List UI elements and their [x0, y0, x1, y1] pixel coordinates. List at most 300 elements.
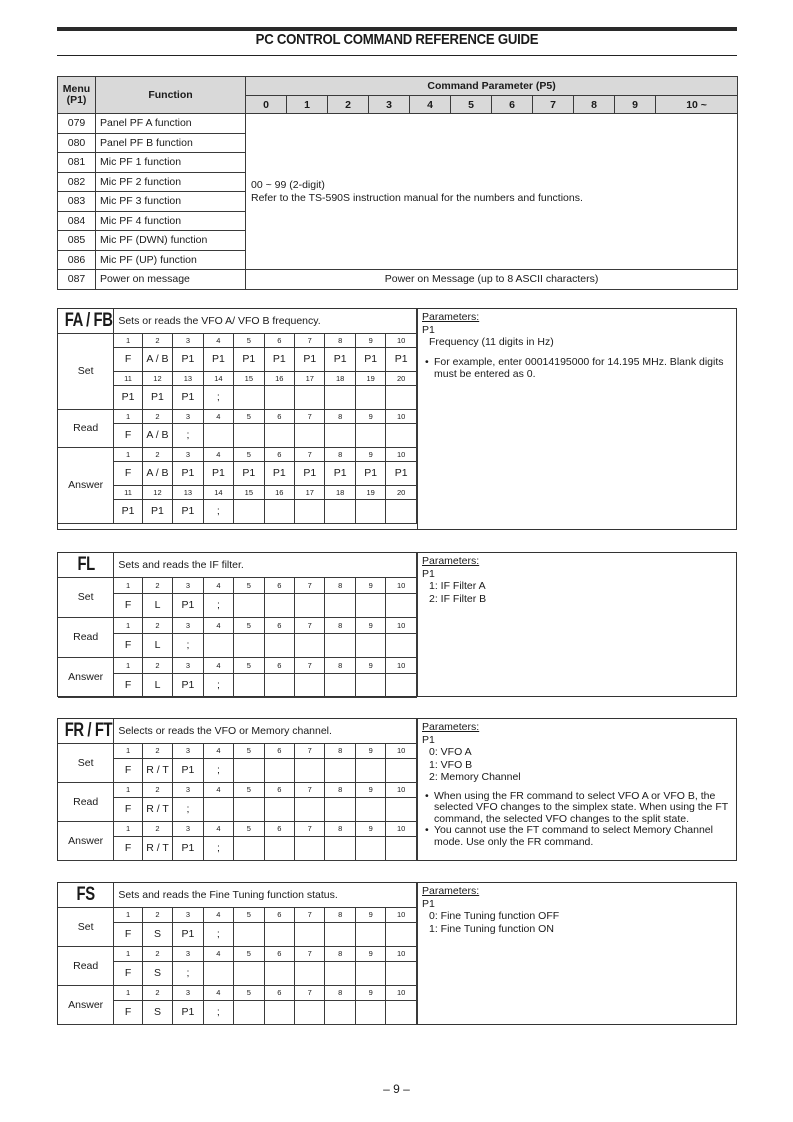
index-cell: 6	[264, 985, 294, 1000]
index-cell: 5	[234, 657, 264, 673]
value-cell	[295, 385, 325, 409]
index-row	[58, 657, 417, 673]
value-cell: P1	[173, 499, 203, 523]
index-cell: 2	[142, 617, 172, 633]
value-cell	[355, 836, 385, 860]
value-cell	[295, 797, 325, 821]
param-col: 3	[369, 96, 410, 114]
value-cell	[355, 499, 385, 523]
value-cell	[325, 836, 355, 860]
index-cell: 5	[234, 985, 264, 1000]
index-cell: 2	[142, 447, 172, 461]
index-cell: 11	[114, 485, 142, 499]
value-cell	[355, 961, 385, 985]
value-cell	[295, 593, 325, 617]
index-cell: 1	[114, 743, 142, 758]
value-cell: P1	[203, 461, 233, 485]
value-cell	[234, 673, 264, 697]
index-cell: 3	[173, 333, 203, 347]
fr-ft-parameters	[417, 719, 736, 860]
index-cell: 5	[234, 333, 264, 347]
value-cell: P1	[173, 593, 203, 617]
value-cell	[355, 633, 385, 657]
index-cell: 3	[173, 907, 203, 922]
index-cell: 2	[142, 821, 172, 836]
index-row	[58, 782, 417, 797]
index-cell: 1	[114, 821, 142, 836]
value-cell: ;	[173, 961, 203, 985]
value-cell: S	[142, 922, 172, 946]
parameter-description: Frequency (11 digits in Hz)	[429, 336, 554, 348]
value-cell	[295, 423, 325, 447]
value-cell: P1	[203, 347, 233, 371]
index-cell: 8	[325, 743, 355, 758]
index-cell: 18	[325, 485, 355, 499]
value-cell	[325, 673, 355, 697]
fa-fb-command-table	[58, 309, 417, 524]
index-cell: 4	[203, 743, 233, 758]
value-cell: P1	[295, 347, 325, 371]
parameter-note: • You cannot use the FT command to select Memory Channel mode. Use only the FR command.	[422, 825, 730, 848]
index-cell: 11	[114, 371, 142, 385]
value-cell: L	[142, 593, 172, 617]
value-cell	[234, 593, 264, 617]
value-cell	[295, 499, 325, 523]
index-cell: 3	[173, 447, 203, 461]
value-cell: P1	[173, 758, 203, 782]
index-cell: 7	[295, 577, 325, 593]
index-cell: 1	[114, 946, 142, 961]
value-cell: P1	[114, 385, 142, 409]
param-col: 10 ~	[656, 96, 738, 114]
index-cell: 19	[355, 485, 385, 499]
index-cell: 9	[355, 907, 385, 922]
value-cell	[203, 961, 233, 985]
index-cell: 6	[264, 617, 294, 633]
index-cell: 9	[355, 617, 385, 633]
value-cell	[386, 499, 417, 523]
menu-header-label: Menu	[62, 83, 91, 95]
value-cell: P1	[264, 461, 294, 485]
value-cell	[355, 385, 385, 409]
value-cell	[325, 758, 355, 782]
value-cell: P1	[173, 385, 203, 409]
menu-function: Panel PF A function	[96, 114, 246, 134]
index-cell: 2	[142, 782, 172, 797]
index-cell: 4	[203, 821, 233, 836]
value-cell: P1	[325, 461, 355, 485]
page-title: PC CONTROL COMMAND REFERENCE GUIDE	[255, 31, 539, 48]
value-cell: L	[142, 633, 172, 657]
value-cell: F	[114, 347, 142, 371]
fs-command-table	[58, 883, 417, 1025]
index-cell: 3	[173, 577, 203, 593]
value-cell	[234, 922, 264, 946]
index-cell: 7	[295, 657, 325, 673]
menu-function: Mic PF (UP) function	[96, 250, 246, 270]
value-cell	[264, 593, 294, 617]
parameter-option: 0: Fine Tuning function OFF	[429, 910, 560, 922]
index-row	[58, 409, 417, 423]
param-col: 5	[451, 96, 492, 114]
index-cell: 7	[295, 907, 325, 922]
menu-header	[58, 77, 96, 114]
value-cell: R / T	[142, 836, 172, 860]
value-cell	[234, 633, 264, 657]
value-cell	[325, 385, 355, 409]
read-label: Read	[58, 946, 114, 985]
menu-function: Mic PF 2 function	[96, 172, 246, 192]
index-cell: 4	[203, 617, 233, 633]
index-cell: 2	[142, 409, 172, 423]
index-cell: 7	[295, 782, 325, 797]
value-cell: R / T	[142, 758, 172, 782]
value-cell: A / B	[142, 461, 172, 485]
value-cell	[264, 1000, 294, 1024]
parameter-option: 2: Memory Channel	[429, 771, 521, 783]
index-cell: 2	[142, 743, 172, 758]
value-cell: P1	[142, 385, 172, 409]
value-cell	[386, 385, 417, 409]
value-cell	[295, 922, 325, 946]
index-cell: 3	[173, 743, 203, 758]
index-cell: 2	[142, 946, 172, 961]
command-description: Sets or reads the VFO A/ VFO B frequency.	[114, 309, 417, 333]
index-cell: 4	[203, 409, 233, 423]
value-cell	[355, 922, 385, 946]
command-code-text: FL	[77, 553, 95, 575]
value-cell	[203, 633, 233, 657]
value-cell	[386, 673, 417, 697]
index-cell: 9	[355, 821, 385, 836]
value-cell: P1	[142, 499, 172, 523]
value-cell: F	[114, 797, 142, 821]
menu-parameter-range	[246, 114, 738, 270]
index-cell: 9	[355, 577, 385, 593]
index-cell: 12	[142, 371, 172, 385]
parameter-note: • For example, enter 00014195000 for 14.195 MHz. Blank digits must be entered as 0.	[422, 356, 730, 381]
index-cell: 7	[295, 409, 325, 423]
index-cell: 2	[142, 657, 172, 673]
index-cell: 8	[325, 907, 355, 922]
value-cell: ;	[203, 385, 233, 409]
value-cell: P1	[355, 347, 385, 371]
index-cell: 5	[234, 821, 264, 836]
value-cell: F	[114, 633, 142, 657]
power-on-message-desc: Power on Message (up to 8 ASCII characters)	[246, 270, 738, 290]
value-cell	[295, 961, 325, 985]
index-cell: 9	[355, 743, 385, 758]
menu-function: Mic PF 4 function	[96, 211, 246, 231]
value-cell: F	[114, 461, 142, 485]
set-label: Set	[58, 577, 114, 617]
answer-label: Answer	[58, 447, 114, 523]
command-code	[58, 883, 114, 907]
param-col: 0	[246, 96, 287, 114]
value-cell	[355, 797, 385, 821]
index-cell: 7	[295, 333, 325, 347]
index-cell: 10	[386, 333, 417, 347]
index-cell: 10	[386, 447, 417, 461]
index-cell: 9	[355, 447, 385, 461]
value-cell	[295, 758, 325, 782]
parameter-note: • When using the FR command to select VFO A or VFO B, the selected VFO changes to the simplex state. When using the FT command, the selected VFO changes to the split state.	[422, 791, 730, 826]
value-cell: P1	[173, 347, 203, 371]
fl-command-table	[58, 553, 417, 698]
value-cell	[386, 758, 417, 782]
value-cell	[386, 797, 417, 821]
index-cell: 10	[386, 577, 417, 593]
value-cell	[234, 1000, 264, 1024]
index-cell: 14	[203, 485, 233, 499]
index-cell: 4	[203, 782, 233, 797]
index-cell: 8	[325, 333, 355, 347]
value-cell	[325, 797, 355, 821]
index-row	[58, 617, 417, 633]
menu-function: Mic PF (DWN) function	[96, 231, 246, 251]
menu-function: Mic PF 1 function	[96, 153, 246, 173]
index-cell: 6	[264, 577, 294, 593]
parameter-option: 1: Fine Tuning function ON	[429, 922, 554, 935]
index-cell: 18	[325, 371, 355, 385]
index-cell: 4	[203, 333, 233, 347]
command-code	[58, 309, 114, 333]
value-cell	[355, 593, 385, 617]
menu-function: Mic PF 3 function	[96, 192, 246, 212]
value-cell	[325, 961, 355, 985]
value-cell: P1	[264, 347, 294, 371]
index-row	[58, 985, 417, 1000]
menu-number: 086	[58, 250, 96, 270]
value-cell	[234, 423, 264, 447]
menu-number: 082	[58, 172, 96, 192]
param-col: 1	[287, 96, 328, 114]
index-cell: 8	[325, 657, 355, 673]
value-cell: ;	[173, 633, 203, 657]
value-cell	[295, 673, 325, 697]
index-cell: 2	[142, 577, 172, 593]
value-cell	[234, 961, 264, 985]
value-cell	[325, 499, 355, 523]
value-cell	[355, 673, 385, 697]
set-label: Set	[58, 743, 114, 782]
index-cell: 6	[264, 409, 294, 423]
index-cell: 6	[264, 821, 294, 836]
value-cell: R / T	[142, 797, 172, 821]
index-cell: 6	[264, 782, 294, 797]
parameter-option: 1: VFO B	[429, 758, 473, 771]
index-cell: 10	[386, 782, 417, 797]
index-cell: 1	[114, 617, 142, 633]
index-cell: 10	[386, 985, 417, 1000]
index-cell: 4	[203, 657, 233, 673]
function-header: Function	[96, 77, 246, 114]
index-cell: 8	[325, 782, 355, 797]
menu-number: 080	[58, 133, 96, 153]
index-row	[58, 333, 417, 347]
value-cell	[386, 1000, 417, 1024]
param-col: 4	[410, 96, 451, 114]
index-cell: 3	[173, 985, 203, 1000]
index-cell: 7	[295, 985, 325, 1000]
index-cell: 5	[234, 782, 264, 797]
index-cell: 8	[325, 617, 355, 633]
value-cell	[355, 758, 385, 782]
index-cell: 2	[142, 985, 172, 1000]
index-cell: 16	[264, 371, 294, 385]
index-cell: 6	[264, 743, 294, 758]
index-cell: 10	[386, 743, 417, 758]
index-cell: 9	[355, 985, 385, 1000]
index-cell: 20	[386, 371, 417, 385]
index-cell: 1	[114, 409, 142, 423]
value-cell: ;	[173, 797, 203, 821]
index-cell: 5	[234, 409, 264, 423]
command-block-fa-fb	[57, 308, 737, 530]
value-cell	[234, 385, 264, 409]
index-cell: 3	[173, 821, 203, 836]
menu-number: 081	[58, 153, 96, 173]
answer-label: Answer	[58, 985, 114, 1024]
value-cell: ;	[203, 673, 233, 697]
value-cell	[325, 593, 355, 617]
param-col: 9	[615, 96, 656, 114]
value-cell: ;	[203, 836, 233, 860]
value-cell	[295, 1000, 325, 1024]
index-cell: 3	[173, 946, 203, 961]
value-cell	[264, 961, 294, 985]
index-cell: 15	[234, 485, 264, 499]
value-cell: F	[114, 423, 142, 447]
index-cell: 10	[386, 907, 417, 922]
index-cell: 3	[173, 782, 203, 797]
index-cell: 4	[203, 946, 233, 961]
value-cell	[386, 423, 417, 447]
index-cell: 20	[386, 485, 417, 499]
parameters-title: Parameters:	[422, 885, 480, 897]
index-cell: 5	[234, 577, 264, 593]
answer-label: Answer	[58, 821, 114, 860]
answer-label: Answer	[58, 657, 114, 697]
command-block-fl	[57, 552, 737, 697]
value-cell: F	[114, 836, 142, 860]
menu-function: Panel PF B function	[96, 133, 246, 153]
value-cell	[386, 593, 417, 617]
value-cell: F	[114, 961, 142, 985]
value-cell: P1	[386, 461, 417, 485]
index-cell: 5	[234, 946, 264, 961]
index-cell: 19	[355, 371, 385, 385]
value-cell	[234, 797, 264, 821]
index-cell: 2	[142, 907, 172, 922]
parameters-title: Parameters:	[422, 555, 480, 567]
value-cell: A / B	[142, 423, 172, 447]
index-cell: 13	[173, 371, 203, 385]
value-cell: F	[114, 922, 142, 946]
index-cell: 8	[325, 409, 355, 423]
value-cell: S	[142, 1000, 172, 1024]
index-cell: 1	[114, 907, 142, 922]
set-label: Set	[58, 907, 114, 946]
index-cell: 9	[355, 333, 385, 347]
index-cell: 1	[114, 985, 142, 1000]
value-cell: ;	[173, 423, 203, 447]
menu-number: 079	[58, 114, 96, 134]
value-cell: ;	[203, 1000, 233, 1024]
value-cell: ;	[203, 499, 233, 523]
set-label: Set	[58, 333, 114, 409]
index-cell: 2	[142, 333, 172, 347]
parameter-name: P1	[422, 323, 435, 336]
param-col: 8	[574, 96, 615, 114]
index-cell: 1	[114, 577, 142, 593]
parameter-option: 0: VFO A	[429, 746, 472, 758]
index-row	[58, 821, 417, 836]
command-code	[58, 719, 114, 743]
index-cell: 8	[325, 985, 355, 1000]
value-cell	[325, 423, 355, 447]
value-cell	[264, 385, 294, 409]
index-cell: 9	[355, 657, 385, 673]
parameter-option: 2: IF Filter B	[429, 592, 487, 605]
index-cell: 10	[386, 617, 417, 633]
index-cell: 15	[234, 371, 264, 385]
read-label: Read	[58, 782, 114, 821]
index-cell: 8	[325, 577, 355, 593]
command-description: Sets and reads the IF filter.	[114, 553, 417, 577]
index-cell: 5	[234, 447, 264, 461]
index-cell: 1	[114, 333, 142, 347]
value-cell	[264, 673, 294, 697]
value-cell: P1	[325, 347, 355, 371]
index-cell: 6	[264, 907, 294, 922]
command-description: Selects or reads the VFO or Memory channel.	[114, 719, 417, 743]
index-cell: 16	[264, 485, 294, 499]
index-cell: 10	[386, 657, 417, 673]
value-cell	[234, 758, 264, 782]
value-cell: F	[114, 1000, 142, 1024]
value-cell	[264, 499, 294, 523]
value-cell	[264, 836, 294, 860]
value-cell	[264, 758, 294, 782]
value-cell: P1	[173, 836, 203, 860]
menu-parameter-table	[57, 76, 738, 290]
parameters-title: Parameters:	[422, 311, 480, 323]
value-cell	[264, 922, 294, 946]
parameter-name: P1	[422, 897, 435, 910]
index-cell: 4	[203, 577, 233, 593]
parameter-name: P1	[422, 567, 435, 580]
index-cell: 1	[114, 447, 142, 461]
value-cell: F	[114, 758, 142, 782]
index-cell: 5	[234, 743, 264, 758]
index-cell: 5	[234, 617, 264, 633]
value-cell	[264, 423, 294, 447]
command-block-fr-ft	[57, 718, 737, 861]
value-cell	[264, 633, 294, 657]
value-cell: P1	[173, 673, 203, 697]
index-row	[58, 743, 417, 758]
command-code-text: FS	[76, 883, 95, 905]
index-cell: 10	[386, 821, 417, 836]
value-cell	[386, 961, 417, 985]
index-cell: 4	[203, 907, 233, 922]
index-cell: 6	[264, 447, 294, 461]
index-cell: 6	[264, 657, 294, 673]
value-cell: P1	[386, 347, 417, 371]
value-cell	[203, 797, 233, 821]
value-cell: ;	[203, 593, 233, 617]
